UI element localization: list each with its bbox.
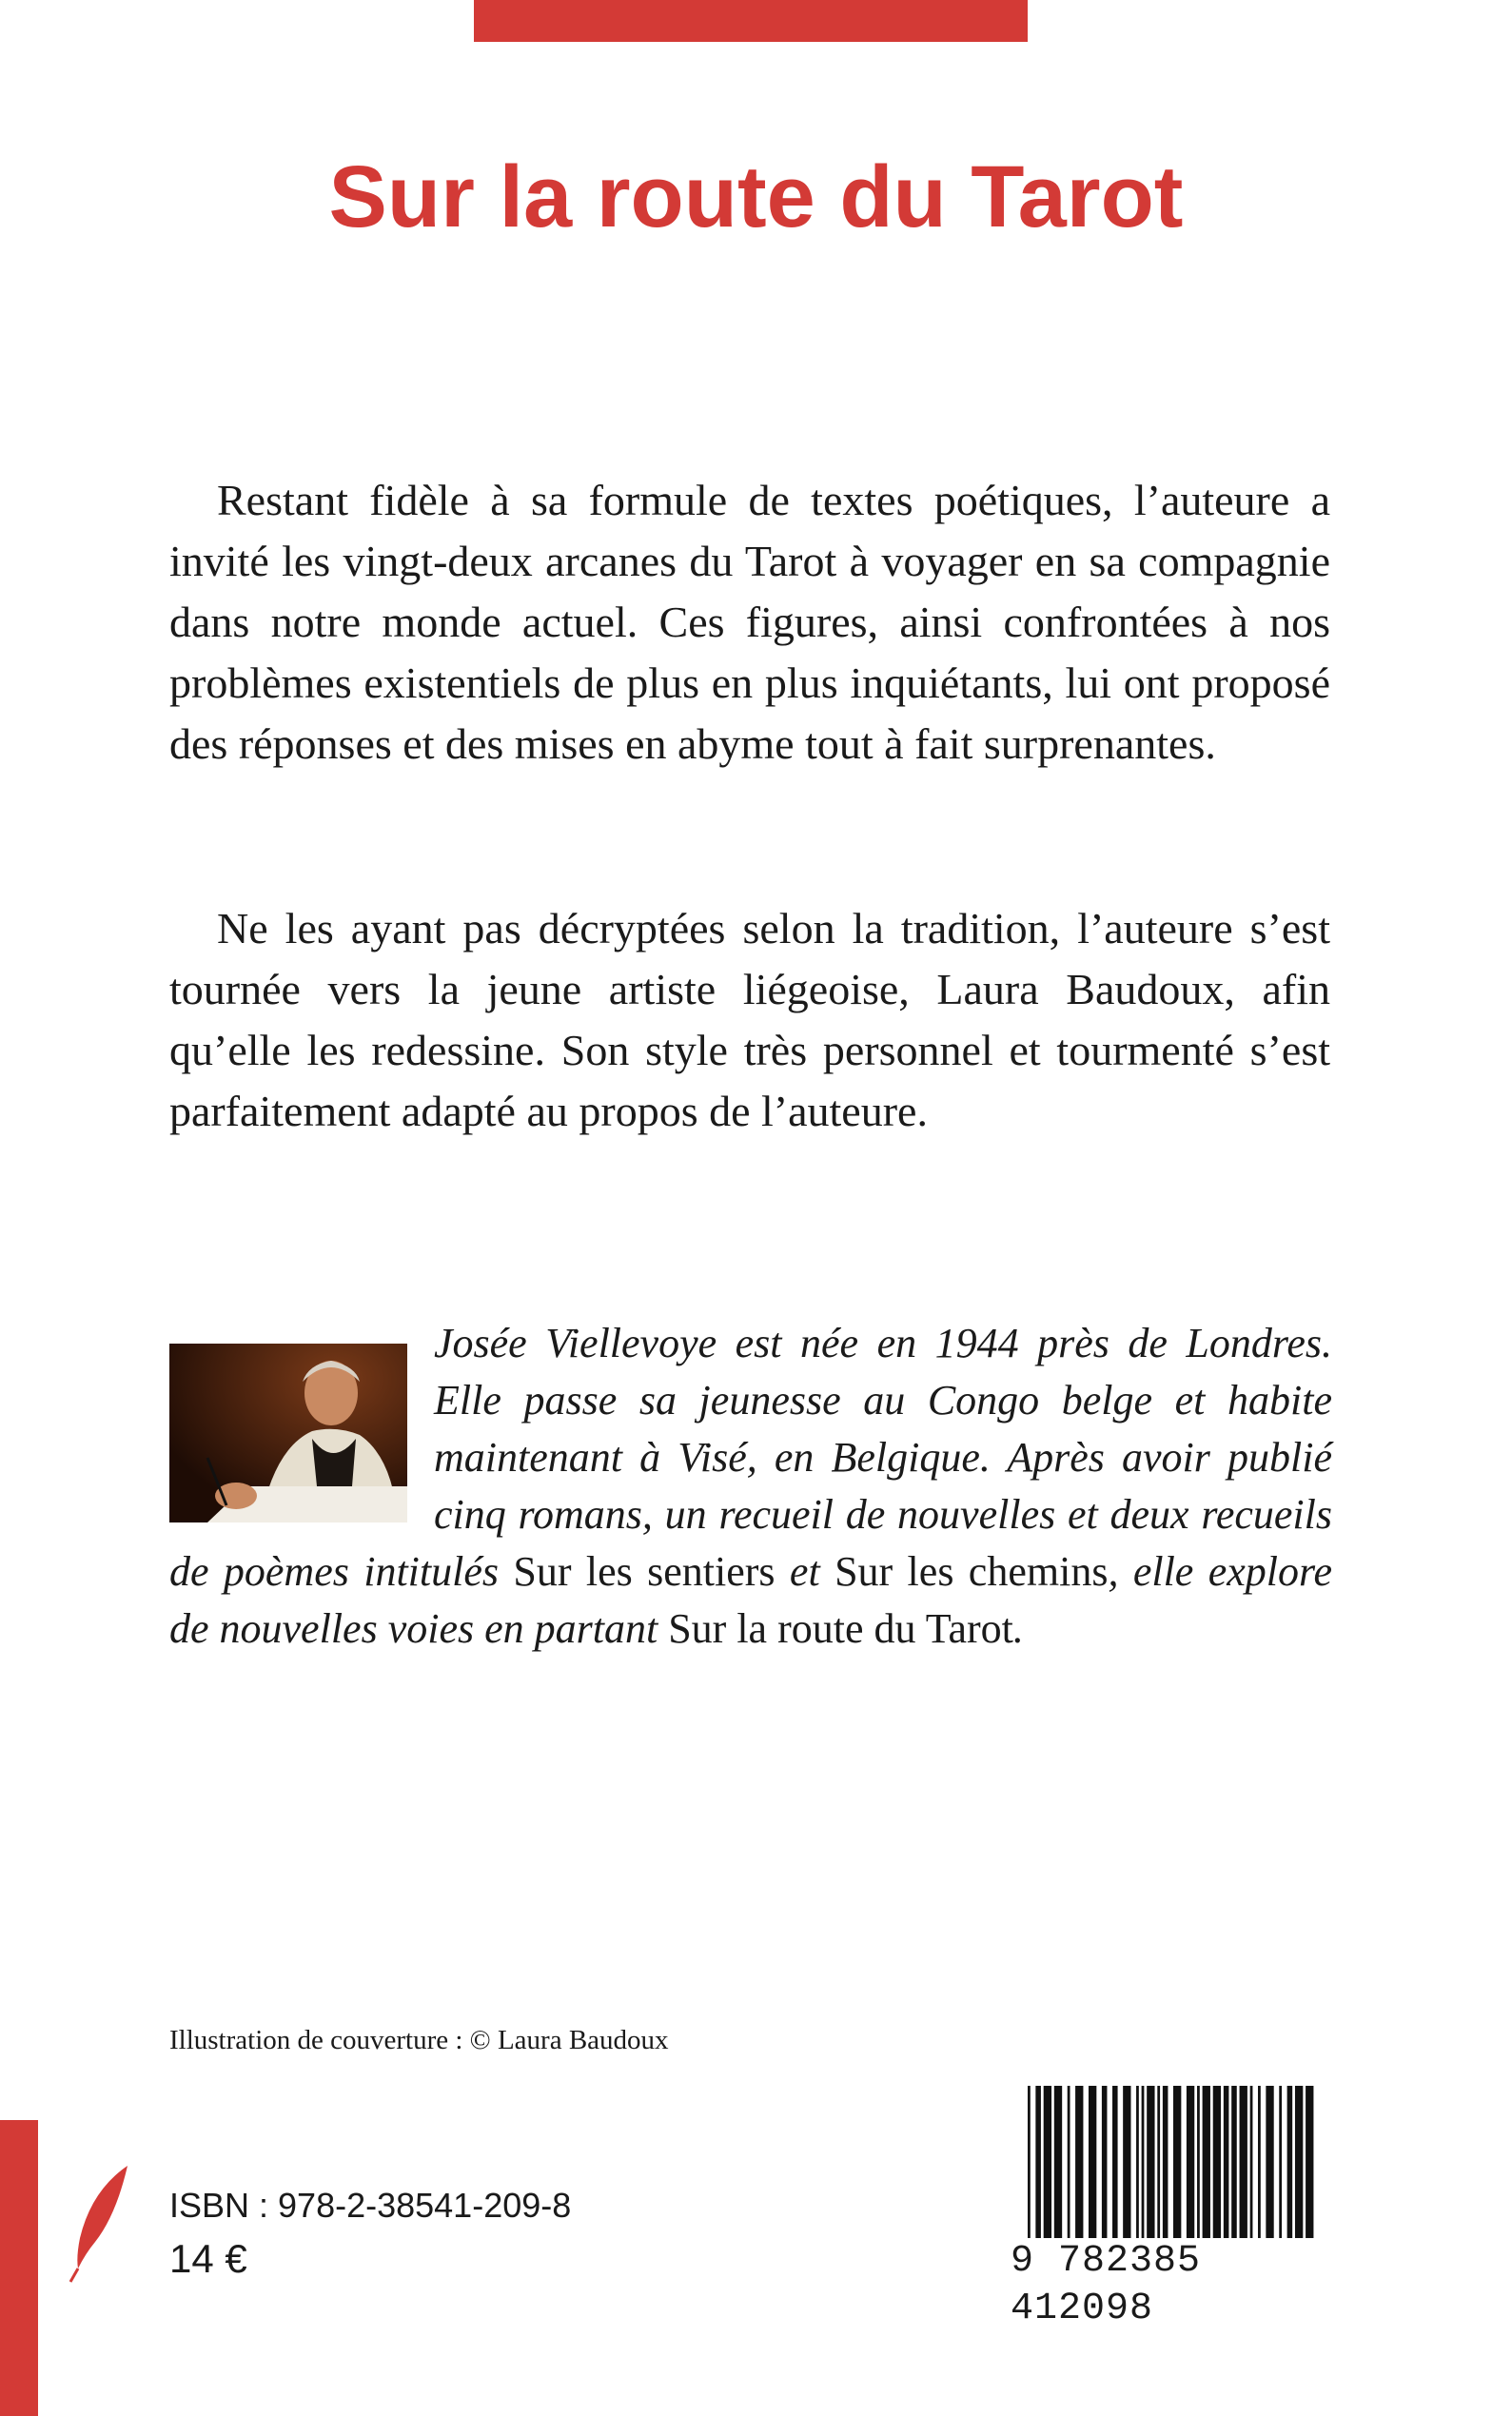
author-photo <box>169 1344 407 1522</box>
barcode-bar <box>1028 2086 1031 2238</box>
barcode-bar <box>1123 2086 1130 2238</box>
barcode <box>1011 2086 1334 2330</box>
illustration-credit: Illustration de couverture : © Laura Baudoux <box>169 2025 669 2055</box>
barcode-bar <box>1240 2086 1247 2238</box>
barcode-bar <box>1266 2086 1273 2238</box>
barcode-bar <box>1035 2086 1041 2238</box>
barcode-bar <box>1213 2086 1221 2238</box>
barcode-bar <box>1231 2086 1237 2238</box>
barcode-bar <box>1136 2086 1139 2238</box>
barcode-number: 9 782385 412098 <box>1011 2240 1202 2330</box>
blurb-paragraph-2: Ne les ayant pas décryptées selon la tradition, l’auteure s’est tournée vers la jeune artiste liégeoise, Laura Baudoux, afin qu’elle les redessine. Son style très personnel et tourmenté s’est parfaitement adapté au propos de l’auteure. <box>169 904 1330 1135</box>
bio-text-2: et <box>775 1548 835 1595</box>
barcode-bar <box>1147 2086 1154 2238</box>
barcode-bar <box>1112 2086 1118 2238</box>
barcode-bar <box>1075 2086 1083 2238</box>
bio-text-4: . <box>1012 1605 1024 1652</box>
barcode-bar <box>1089 2086 1096 2238</box>
barcode-bar <box>1258 2086 1261 2238</box>
barcode-bar <box>1250 2086 1253 2238</box>
price: 14 € <box>169 2236 247 2281</box>
barcode-bar <box>1279 2086 1282 2238</box>
barcode-bar <box>1187 2086 1194 2238</box>
barcode-bar <box>1157 2086 1160 2238</box>
book-title-chemins: Sur les chemins <box>835 1548 1109 1595</box>
blurb-paragraph-1: Restant fidèle à sa formule de textes poétiques, l’auteure a invité les vingt-deux arcanes du Tarot à voyager en sa compagnie dans notre monde actuel. Ces figures, ainsi confrontées à nos problèmes existentiels de plus en plus inquiétants, lui ont proposé des réponses et des mises en abyme tout à fait surprenantes. <box>169 476 1330 768</box>
barcode-bar <box>1163 2086 1168 2238</box>
barcode-bar <box>1068 2086 1070 2238</box>
bio-text-3: , elle explore de nouvelles voies en partant <box>169 1548 1333 1652</box>
feather-icon <box>63 2162 139 2286</box>
book-title: Sur la route du Tarot <box>328 148 1184 246</box>
barcode-bar <box>1173 2086 1181 2238</box>
barcode-bar <box>1306 2086 1313 2238</box>
barcode-bar <box>1295 2086 1303 2238</box>
book-title-tarot: Sur la route du Tarot <box>668 1605 1013 1652</box>
barcode-bar <box>1203 2086 1210 2238</box>
isbn: ISBN : 978-2-38541-209-8 <box>169 2186 572 2225</box>
barcode-bar <box>1197 2086 1200 2238</box>
book-title-sentiers: Sur les sentiers <box>513 1548 776 1595</box>
barcode-bar <box>1102 2086 1108 2238</box>
barcode-bar <box>1224 2086 1229 2238</box>
top-accent-bar <box>474 0 1028 42</box>
barcode-bar <box>1054 2086 1062 2238</box>
barcode-bars <box>1028 2086 1319 2238</box>
bio-text-1: Josée Viellevoye est née en 1944 près de Londres. Elle passe sa jeunesse au Congo belge et habite maintenant à Visé, en Belgique. Après avoir publié cinq romans, un recueil de nouvelles et deux recueils de poèmes intitulés <box>169 1320 1332 1595</box>
side-accent-bar <box>0 2120 38 2416</box>
author-bio <box>169 1315 1332 1658</box>
barcode-bar <box>1044 2086 1051 2238</box>
barcode-bar <box>1287 2086 1293 2238</box>
barcode-bar <box>1142 2086 1145 2238</box>
